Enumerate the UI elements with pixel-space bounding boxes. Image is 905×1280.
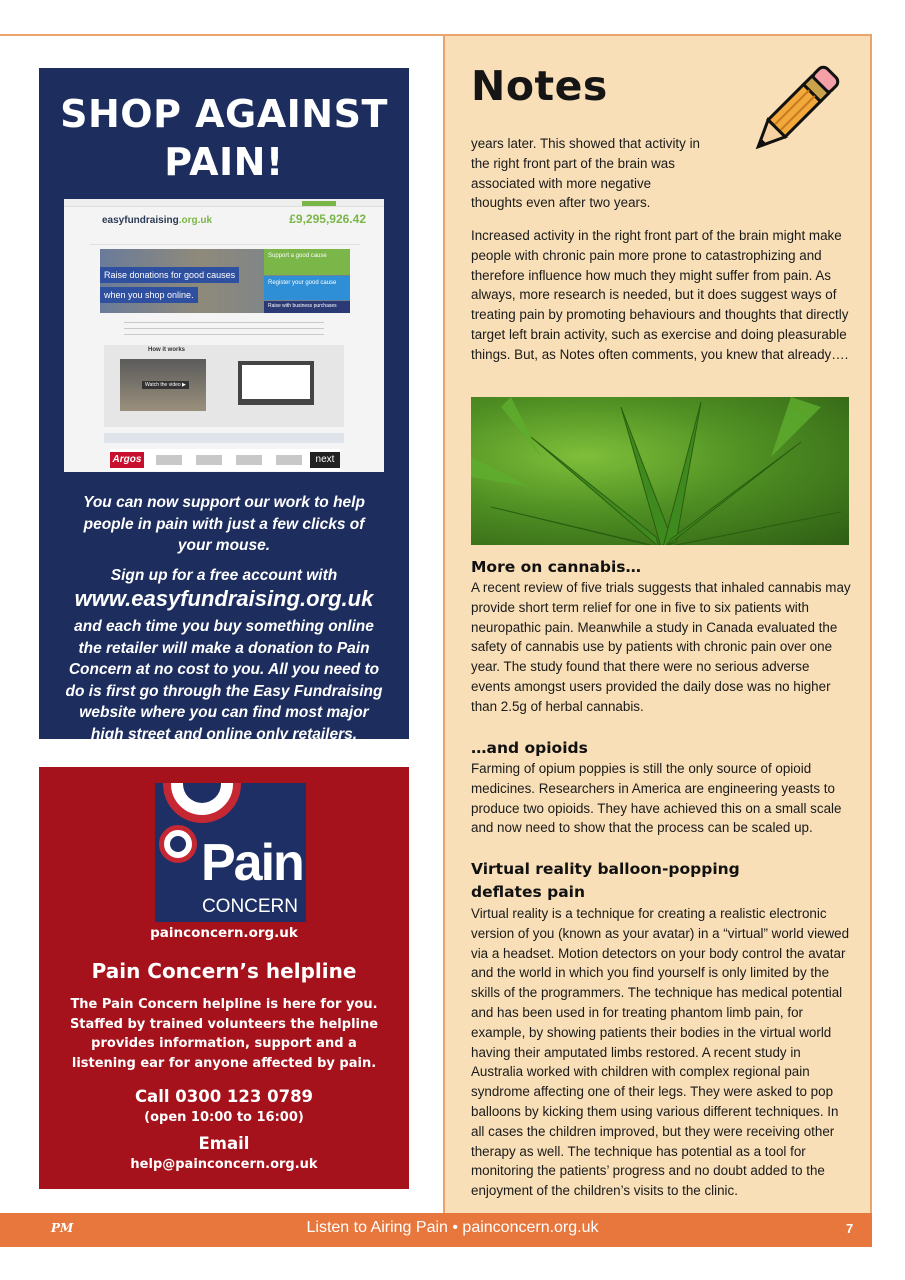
shop-title-line-1: SHOP AGAINST (60, 92, 388, 136)
shop-against-pain-panel (39, 68, 409, 743)
shop-title (39, 68, 409, 186)
notes-intro: years later. This showed that activity in the right front part of the brain was associated with more negative thoughts even after two years. (471, 136, 700, 211)
screenshot-top-button (302, 201, 336, 206)
ef-how-heading: How it works (148, 347, 186, 353)
ef-nav-bar (90, 237, 360, 245)
ef-business-button (264, 301, 350, 313)
next-logo-text: next (315, 454, 335, 465)
helpline-hours: (open 10:00 to 16:00) (144, 1110, 304, 1125)
screenshot-topbar (64, 199, 384, 207)
footer-tagline: Listen to Airing Pain • painconcern.org.uk (306, 1219, 599, 1236)
ef-laptop-image (238, 361, 314, 405)
page-number: 7 (846, 1221, 854, 1236)
logo-word-pain: Pain (201, 834, 303, 892)
easyfundraising-logo (102, 215, 212, 226)
ef-hero-banner (100, 249, 350, 313)
page-footer (0, 1213, 872, 1247)
ef-counts-bar (104, 433, 344, 443)
cannabis-text: A recent review of five trials suggests that inhaled cannabis may provide short term relief for one in five to six patients with neuropathic pain. Meanwhile a study in Canada evaluated the safety of cannabis use by patients with chronic pain over one year. The study found that there were no serious adverse events amongst users provided the daily dose was no higher than 2.5g of herbal cannabis. (471, 580, 851, 714)
shop-paragraph-1: You can now support our work to help people in pain with just a few clicks of your mouse. (83, 494, 365, 554)
vr-heading-line-2: deflates pain (471, 882, 586, 901)
shop-body (39, 492, 409, 753)
ef-register-label: Register your good cause (268, 280, 337, 286)
logo-ring-small (159, 825, 197, 863)
opioids-heading: …and opioids (471, 739, 588, 757)
shop-signup-text: Sign up for a free account with (110, 566, 338, 584)
ef-watch-label: Watch the video ▶ (142, 381, 189, 389)
ef-banner-line-2: when you shop online. (100, 287, 198, 303)
cannabis-heading: More on cannabis… (471, 558, 642, 576)
ef-logo-sub: .org.uk (178, 215, 213, 226)
helpline-heading: Pain Concern’s helpline (91, 959, 357, 983)
helpline-panel (39, 767, 409, 1189)
vr-heading (471, 858, 740, 903)
ef-how-it-works (104, 345, 344, 427)
shop-paragraph-2: and each time you buy something online the retailer will make a donation to Pain Concern at no cost to you. All you need to do is first go through the Easy Fundraising website where you can find most major high street and online only retailers. (65, 618, 383, 743)
retailer-logo-strip (152, 455, 302, 465)
ef-description-text (124, 319, 324, 337)
cannabis-leaf-photo (471, 397, 849, 545)
vr-heading-line-1: Virtual reality balloon-popping (471, 860, 740, 878)
ef-retailer-logos (110, 449, 340, 471)
next-logo (310, 452, 340, 468)
argos-logo (110, 452, 144, 468)
logo-word-concern: CONCERN (201, 896, 298, 917)
cannabis-leaf-illustration (471, 397, 849, 545)
pain-concern-logo (155, 783, 306, 922)
helpline-email-heading: Email (198, 1134, 250, 1153)
footer-initials: PM (51, 1221, 74, 1235)
logo-ring-large (163, 783, 241, 823)
shop-signup (39, 565, 409, 613)
easyfundraising-url[interactable]: www.easyfundraising.org.uk (74, 586, 374, 611)
helpline-phone[interactable]: Call 0300 123 0789 (134, 1087, 314, 1106)
pencil-icon (735, 50, 855, 170)
notes-paragraph-2: Increased activity in the right front part of the brain might make people with chronic pain more prone to catastrophizing and therefore influence how much they might suffer from pain. As always, more research is needed, but it does suggest ways of treating pain by promoting behaviours and thoughts that directly target left brain activity, such as exercise and doing pleasurable things. But, as Notes often comments, you knew that already…. (471, 228, 849, 362)
ef-video-thumbnail (120, 359, 206, 411)
ef-banner-line-1: Raise donations for good causes (100, 267, 239, 283)
ef-business-label: Raise with business purchases (268, 303, 337, 309)
easyfundraising-screenshot (64, 199, 384, 472)
ef-logo-main: easyfundraising (102, 215, 179, 226)
ef-register-button (264, 276, 350, 300)
helpline-description: The Pain Concern helpline is here for you. Staffed by trained volunteers the helpline provides information, support and a listening ear for anyone affected by pain. (69, 997, 379, 1071)
notes-title: Notes (471, 62, 608, 110)
helpline-email[interactable]: help@painconcern.org.uk (130, 1157, 318, 1172)
ef-support-label: Support a good cause (268, 253, 327, 259)
shop-title-line-2: PAIN! (164, 140, 284, 184)
opioids-text: Farming of opium poppies is still the only source of opioid medicines. Researchers in America are engineering yeasts to produce two opioids. They have achieved this on a small scale and now need to show that the process can be scaled up. (471, 761, 842, 836)
ef-amount-raised: £9,295,926.42 (289, 212, 366, 226)
argos-logo-text: Argos (112, 454, 142, 465)
helpline-site-link[interactable]: painconcern.org.uk (150, 925, 298, 941)
notes-column (443, 36, 872, 1213)
vr-text: Virtual reality is a technique for creating a realistic electronic version of you (known as your avatar) in a “virtual” world viewed via a headset. Motion detectors on your body control the avatar and the world in which you find yourself is only limited by the skills of the programmers. The technique has medical potential and has been used in for treating phantom limb pain, for example, by showing patients their bodies in the virtual world having their amputated limbs restored. A recent study in Australia worked with children with complex regional pain syndrome affecting one of their legs. They were asked to pop balloons by kicking them using various different techniques. In all cases the children improved, but they were receiving other therapy as well. The technique has potential as a tool for monitoring the patients’ progress and no doubt added to the enjoyment of the children’s visits to the clinic. (471, 906, 850, 1199)
ef-support-button (264, 249, 350, 275)
